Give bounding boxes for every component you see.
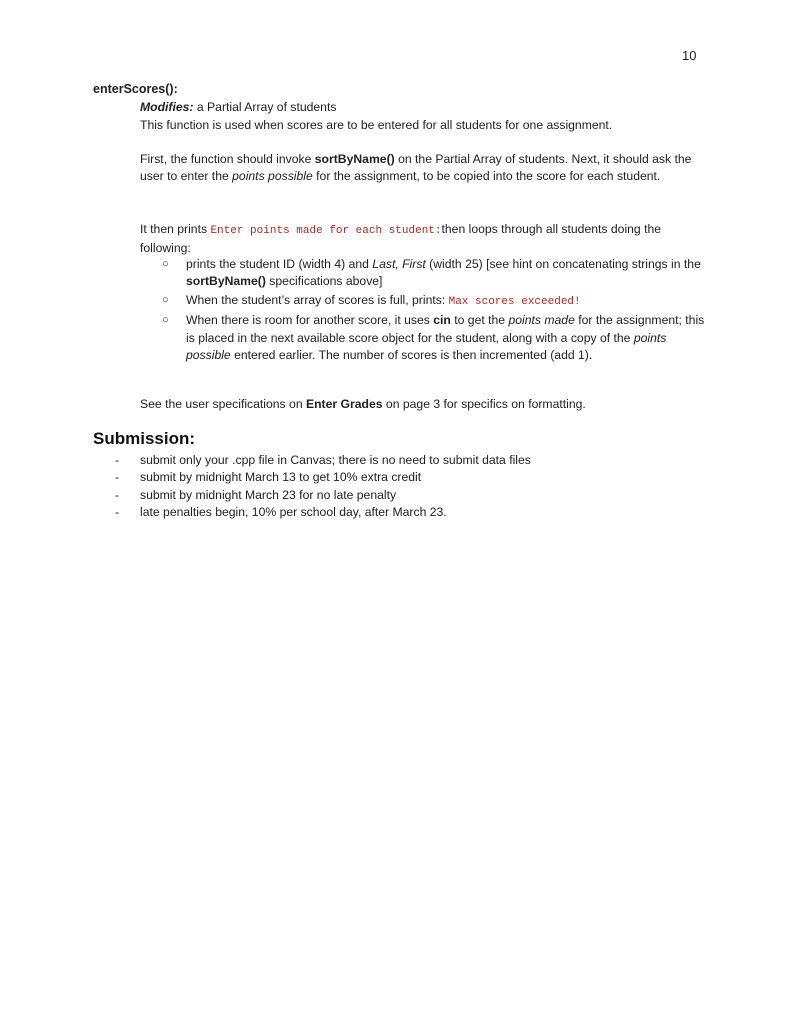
bullet1-text-3: specifications above] [265,274,383,289]
dash-bullet-icon: - [115,470,120,485]
code-max-scores: Max scores exceeded! [448,295,581,308]
paragraph-see-specs [140,396,705,413]
list-item [162,292,707,311]
dash-bullet-icon: - [115,487,120,502]
list-item [115,504,675,521]
bullet1-bold: sortByName() [186,274,266,289]
bullet1-text-2: (width 25) [see hint on concatenating strings in the [425,257,701,271]
modifies-label: Modifies: [140,100,194,114]
para1-bold-sortbyname: sortByName() [314,152,395,166]
list-item [115,452,675,469]
circle-bullet-icon: ○ [162,258,169,270]
para1-text-1: First, the function should invoke [140,152,315,166]
dash-bullet-icon: - [115,453,120,467]
bullet3-italic-points-made: points made [508,313,575,328]
list-item [162,256,707,291]
para1-text-2: on the Partial Array of students. Next, it should ask the user to enter the [140,152,692,184]
submission-item-text: submit by midnight March 13 to get 10% extra credit [140,470,422,485]
list-item [162,312,707,364]
function-heading: enterScores(): [93,82,178,96]
bullet3-text-1: When there is room for another score, it uses [186,313,434,328]
para1-text-3: for the assignment, to be copied into the score for each student. [312,169,661,184]
para3-text-1: See the user specifications on [140,397,306,411]
para2-text-2: then loops through all students doing the following: [140,222,662,256]
bullet3-text-3: for the assignment; this is placed in the next available score object for the student, along with a copy of the [186,313,705,345]
bullet2-text-1: When the student’s array of scores is full, prints: [186,292,449,307]
bullet1-text-1: prints the student ID (width 4) and [186,257,373,271]
bullet3-italic-points-possible: points possible [186,330,667,363]
page-number: 10 [682,48,697,63]
submission-list [115,452,675,522]
para2-text-1: It then prints [140,222,211,236]
code-enter-points: Enter points made for each student: [210,225,442,237]
para1-italic-points-possible: points possible [232,169,313,184]
submission-heading: Submission: [93,429,196,448]
para3-bold-enter-grades: Enter Grades [305,397,383,411]
bullet3-text-2: to get the [450,313,509,328]
submission-item-text: late penalties begin, 10% per school day, after March 23. [140,505,447,520]
modifies-text: a Partial Array of students [193,100,337,114]
submission-item-text: submit by midnight March 23 for no late penalty [140,487,397,502]
function-description: This function is used when scores are to be entered for all students for one assignment. [140,118,613,132]
dash-bullet-icon: - [115,505,120,520]
submission-item-text: submit only your .cpp file in Canvas; there is no need to submit data files [140,453,531,467]
modifies-line [140,99,705,116]
para3-text-2: on page 3 for specifics on formatting. [382,397,586,411]
circle-bullet-icon: ○ [162,293,169,306]
paragraph-sort-first [140,151,705,186]
bullet3-text-4: entered earlier. The number of scores is then incremented (add 1). [230,348,593,363]
list-item [115,469,675,486]
bullet3-bold-cin: cin [433,313,451,328]
bullet1-italic: Last, First [372,257,426,271]
loop-steps-list [162,256,707,365]
list-item [115,487,675,504]
circle-bullet-icon: ○ [162,314,169,327]
paragraph-prints-loop [140,221,705,258]
